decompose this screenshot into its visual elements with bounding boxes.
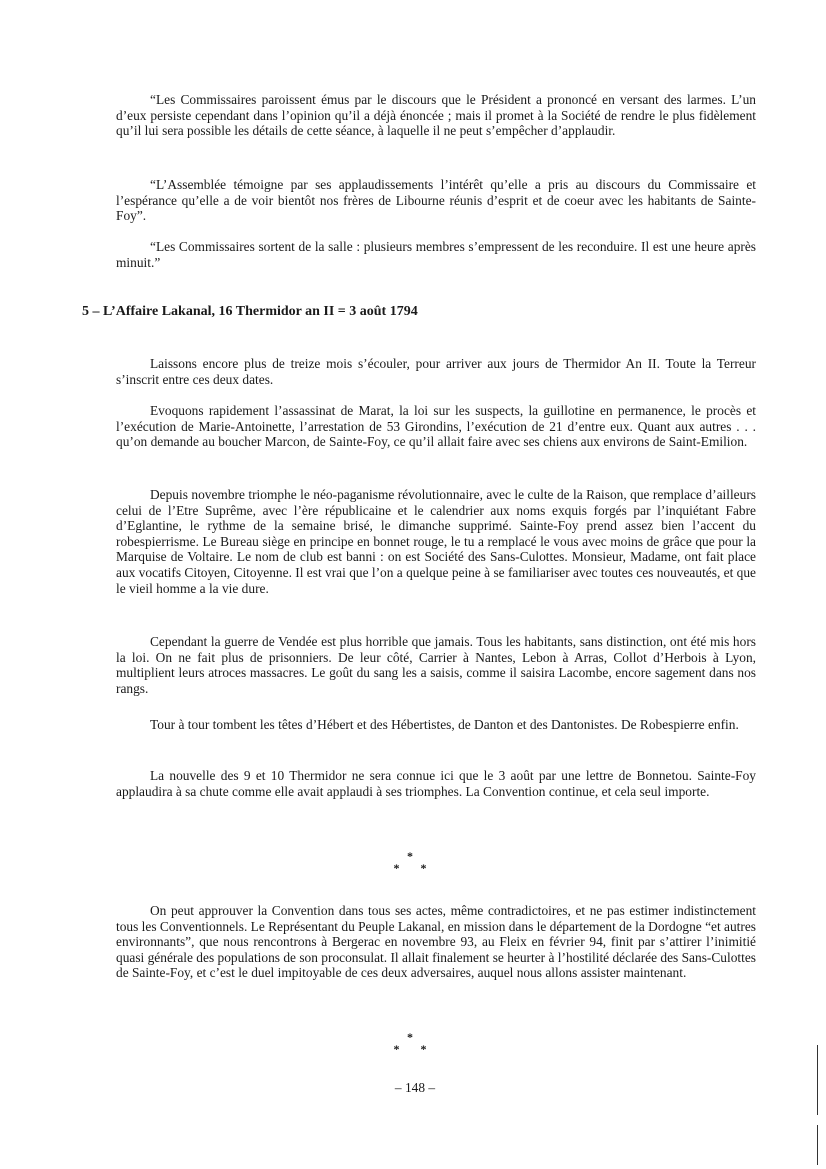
paragraph-commissaires-emus: “Les Commissaires paroissent émus par le discours que le Président a prononcé en versant des larmes. L’un d’eux persiste cependant dans l’opinion qu’il a déjà énoncée ; mais il promet à la Société de rendre le plus fidèlement qu’il lui sera possible les détails de cette séance, à laquelle il ne peut s’empêcher d’applaudir. (116, 92, 756, 139)
paragraph-laissons: Laissons encore plus de treize mois s’écouler, pour arriver aux jours de Thermidor An II. Toute la Terreur s’inscrit entre ces deux dates. (116, 356, 756, 387)
asterism-star-top: * (407, 849, 413, 863)
paragraph-evoquons: Evoquons rapidement l’assassinat de Marat, la loi sur les suspects, la guillotine en permanence, le procès et l’exécution de Marie-Antoinette, l’arrestation de 53 Girondins, l’exécution de 21 d’entre eux. Quant aux autres . . . qu’on demande au boucher Marcon, de Sainte-Foy, ce qu’il allait faire avec ses chiens aux environs de Saint-Emilion. (116, 403, 756, 450)
scan-edge-mark-lower (817, 1125, 818, 1165)
paragraph-depuis-novembre: Depuis novembre triomphe le néo-paganisme révolutionnaire, avec le culte de la Raison, que remplace d’ailleurs celui de l’Etre Suprême, avec l’ère républicaine et le calendrier aux noms exquis forgés par l’inquiétant Fabre d’Eglantine, le rythme de la semaine brisé, le dimanche supprimé. Sainte-Foy prend assez bien l’accent du robespierrisme. Le Bureau siège en principe en bonnet rouge, le tu a remplacé le vous avec moins de grâce que pour la Marquise de Voltaire. Le nom de club est banni : on est Société des Sans-Culottes. Monsieur, Madame, ont fait place aux vocatifs Citoyen, Citoyenne. Il est vrai que l’on a quelque peine à se familiariser avec toutes ces nouveautés, et que le vieil homme a la vie dure. (116, 487, 756, 596)
asterism-star-top-end: * (407, 1030, 413, 1044)
section-heading: 5 – L’Affaire Lakanal, 16 Thermidor an II = 3 août 1794 (82, 304, 418, 319)
page-number: – 148 – (394, 1080, 436, 1095)
asterism-separator-end (380, 1031, 440, 1055)
asterism-separator (380, 850, 440, 874)
paragraph-vendee: Cependant la guerre de Vendée est plus horrible que jamais. Tous les habitants, sans distinction, ont été mis hors la loi. On ne fait plus de prisonniers. De leur côté, Carrier à Nantes, Lebon à Arras, Collot d’Herbois à Lyon, multiplient leurs atroces massacres. Le goût du sang les a saisis, comme il saisira Lacombe, encore sagement dans nos rangs. (116, 634, 756, 696)
scan-edge-mark-upper (817, 1045, 818, 1115)
paragraph-assemblee-temoigne: “L’Assemblée témoigne par ses applaudissements l’intérêt qu’elle a pris au discours du Commissaire et l’espérance qu’elle a de voir bientôt nos frères de Libourne réunis d’esprit et de coeur avec les habitants de Sainte-Foy”. (116, 177, 756, 224)
paragraph-commissaires-sortent: “Les Commissaires sortent de la salle : plusieurs membres s’empressent de les reconduire. Il est une heure après minuit.” (116, 239, 756, 270)
asterism-stars-bottom: * * (393, 861, 427, 875)
paragraph-lakanal: On peut approuver la Convention dans tous ses actes, même contradictoires, et ne pas estimer indistinctement tous les Conventionnels. Le Représentant du Peuple Lakanal, en mission dans le département de la Dordogne “et autres environnants”, que nous rencontrons à Bergerac en novembre 93, au Fleix en février 94, finit par s’attirer l’inimitié quasi générale des populations de son proconsulat. Il allait finalement se heurter à l’hostilité déclarée des Sans-Culottes de Sainte-Foy, et c’est le duel impitoyable de ces deux adversaires, auquel nous allons assister maintenant. (116, 903, 756, 981)
asterism-stars-bottom-end: * * (393, 1042, 427, 1056)
paragraph-tour-a-tour: Tour à tour tombent les têtes d’Hébert et des Hébertistes, de Danton et des Dantonistes. De Robespierre enfin. (150, 717, 739, 732)
paragraph-thermidor-nouvelle: La nouvelle des 9 et 10 Thermidor ne sera connue ici que le 3 août par une lettre de Bonnetou. Sainte-Foy applaudira à sa chute comme elle avait applaudi à ses triomphes. La Convention continue, et cela seul importe. (116, 768, 756, 799)
